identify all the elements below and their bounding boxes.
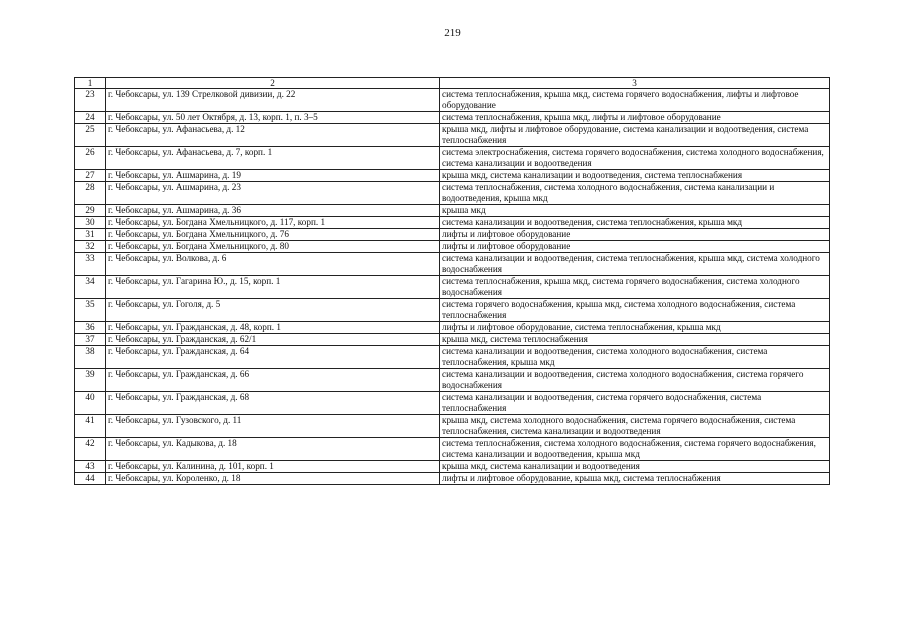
row-address: г. Чебоксары, ул. 139 Стрелковой дивизии, д. 22 — [106, 89, 440, 112]
page-number: 219 — [444, 27, 461, 39]
table-row — [75, 461, 830, 473]
row-address: г. Чебоксары, ул. Афанасьева, д. 7, корп. 1 — [106, 147, 440, 170]
table-header-row — [75, 78, 830, 89]
row-works: система теплоснабжения, крыша мкд, лифты и лифтовое оборудование — [440, 112, 830, 124]
row-number: 27 — [75, 170, 106, 182]
row-address: г. Чебоксары, ул. Богдана Хмельницкого, д. 80 — [106, 241, 440, 253]
table-row — [75, 205, 830, 217]
table-row — [75, 438, 830, 461]
row-works: система канализации и водоотведения, система теплоснабжения, крыша мкд — [440, 217, 830, 229]
row-address: г. Чебоксары, ул. Гагарина Ю., д. 15, корп. 1 — [106, 276, 440, 299]
table-row — [75, 415, 830, 438]
row-works: лифты и лифтовое оборудование, система теплоснабжения, крыша мкд — [440, 322, 830, 334]
row-works: система канализации и водоотведения, система горячего водоснабжения, система теплоснабжения — [440, 392, 830, 415]
row-address: г. Чебоксары, ул. Афанасьева, д. 12 — [106, 124, 440, 147]
row-address: г. Чебоксары, ул. Ашмарина, д. 19 — [106, 170, 440, 182]
row-address: г. Чебоксары, ул. Гражданская, д. 48, корп. 1 — [106, 322, 440, 334]
table-row — [75, 369, 830, 392]
row-address: г. Чебоксары, ул. 50 лет Октября, д. 13, корп. 1, п. 3–5 — [106, 112, 440, 124]
row-address: г. Чебоксары, ул. Ашмарина, д. 36 — [106, 205, 440, 217]
row-works: крыша мкд, система холодного водоснабжения, система горячего водоснабжения, система теплоснабжения, система канализации и водоотведения — [440, 415, 830, 438]
row-works: система теплоснабжения, крыша мкд, система горячего водоснабжения, лифты и лифтовое оборудование — [440, 89, 830, 112]
row-address: г. Чебоксары, ул. Ашмарина, д. 23 — [106, 182, 440, 205]
row-works: система теплоснабжения, система холодного водоснабжения, система канализации и водоотведения, крыша мкд — [440, 182, 830, 205]
table-row — [75, 276, 830, 299]
row-works: крыша мкд — [440, 205, 830, 217]
row-number: 44 — [75, 473, 106, 485]
row-number: 36 — [75, 322, 106, 334]
row-works: лифты и лифтовое оборудование — [440, 241, 830, 253]
row-number: 31 — [75, 229, 106, 241]
row-address: г. Чебоксары, ул. Волкова, д. 6 — [106, 253, 440, 276]
table-row — [75, 124, 830, 147]
row-number: 32 — [75, 241, 106, 253]
row-works: система канализации и водоотведения, система холодного водоснабжения, система горячего водоснабжения — [440, 369, 830, 392]
row-number: 43 — [75, 461, 106, 473]
row-works: система канализации и водоотведения, система холодного водоснабжения, система теплоснабжения, крыша мкд — [440, 346, 830, 369]
row-works: крыша мкд, система теплоснабжения — [440, 334, 830, 346]
row-address: г. Чебоксары, ул. Богдана Хмельницкого, д. 117, корп. 1 — [106, 217, 440, 229]
row-number: 26 — [75, 147, 106, 170]
table-row — [75, 346, 830, 369]
table-row — [75, 112, 830, 124]
row-number: 37 — [75, 334, 106, 346]
row-works: крыша мкд, лифты и лифтовое оборудование, система канализации и водоотведения, система теплоснабжения — [440, 124, 830, 147]
header-col-1: 1 — [75, 78, 106, 89]
table-row — [75, 473, 830, 485]
row-works: система канализации и водоотведения, система теплоснабжения, крыша мкд, система холодного водоснабжения — [440, 253, 830, 276]
table-row — [75, 89, 830, 112]
table-row — [75, 322, 830, 334]
table-row — [75, 229, 830, 241]
table-row — [75, 170, 830, 182]
table-body — [75, 78, 830, 485]
row-address: г. Чебоксары, ул. Богдана Хмельницкого, д. 76 — [106, 229, 440, 241]
table-row — [75, 241, 830, 253]
row-number: 23 — [75, 89, 106, 112]
row-works: система электроснабжения, система горячего водоснабжения, система холодного водоснабжения, система канализации и водоотведения — [440, 147, 830, 170]
table-row — [75, 392, 830, 415]
row-address: г. Чебоксары, ул. Калинина, д. 101, корп. 1 — [106, 461, 440, 473]
row-number: 28 — [75, 182, 106, 205]
table-row — [75, 217, 830, 229]
header-col-3: 3 — [440, 78, 830, 89]
row-address: г. Чебоксары, ул. Кадыкова, д. 18 — [106, 438, 440, 461]
row-number: 39 — [75, 369, 106, 392]
row-works: система теплоснабжения, крыша мкд, система горячего водоснабжения, система холодного водоснабжения — [440, 276, 830, 299]
table-row — [75, 147, 830, 170]
row-works: крыша мкд, система канализации и водоотведения — [440, 461, 830, 473]
row-number: 29 — [75, 205, 106, 217]
row-address: г. Чебоксары, ул. Короленко, д. 18 — [106, 473, 440, 485]
works-table — [74, 77, 830, 485]
row-number: 33 — [75, 253, 106, 276]
row-number: 24 — [75, 112, 106, 124]
row-number: 41 — [75, 415, 106, 438]
table-row — [75, 253, 830, 276]
row-number: 34 — [75, 276, 106, 299]
header-col-2: 2 — [106, 78, 440, 89]
row-number: 25 — [75, 124, 106, 147]
row-number: 42 — [75, 438, 106, 461]
row-works: лифты и лифтовое оборудование — [440, 229, 830, 241]
row-number: 38 — [75, 346, 106, 369]
row-address: г. Чебоксары, ул. Гражданская, д. 64 — [106, 346, 440, 369]
row-address: г. Чебоксары, ул. Гражданская, д. 66 — [106, 369, 440, 392]
row-number: 30 — [75, 217, 106, 229]
row-address: г. Чебоксары, ул. Гузовского, д. 11 — [106, 415, 440, 438]
row-address: г. Чебоксары, ул. Гражданская, д. 68 — [106, 392, 440, 415]
table-row — [75, 182, 830, 205]
row-works: система горячего водоснабжения, крыша мкд, система холодного водоснабжения, система теплоснабжения — [440, 299, 830, 322]
row-number: 40 — [75, 392, 106, 415]
row-works: крыша мкд, система канализации и водоотведения, система теплоснабжения — [440, 170, 830, 182]
row-address: г. Чебоксары, ул. Гражданская, д. 62/1 — [106, 334, 440, 346]
table-row — [75, 334, 830, 346]
row-number: 35 — [75, 299, 106, 322]
row-address: г. Чебоксары, ул. Гоголя, д. 5 — [106, 299, 440, 322]
row-works: система теплоснабжения, система холодного водоснабжения, система горячего водоснабжения, система канализации и водоотведения, крыша мкд — [440, 438, 830, 461]
table-row — [75, 299, 830, 322]
row-works: лифты и лифтовое оборудование, крыша мкд, система теплоснабжения — [440, 473, 830, 485]
